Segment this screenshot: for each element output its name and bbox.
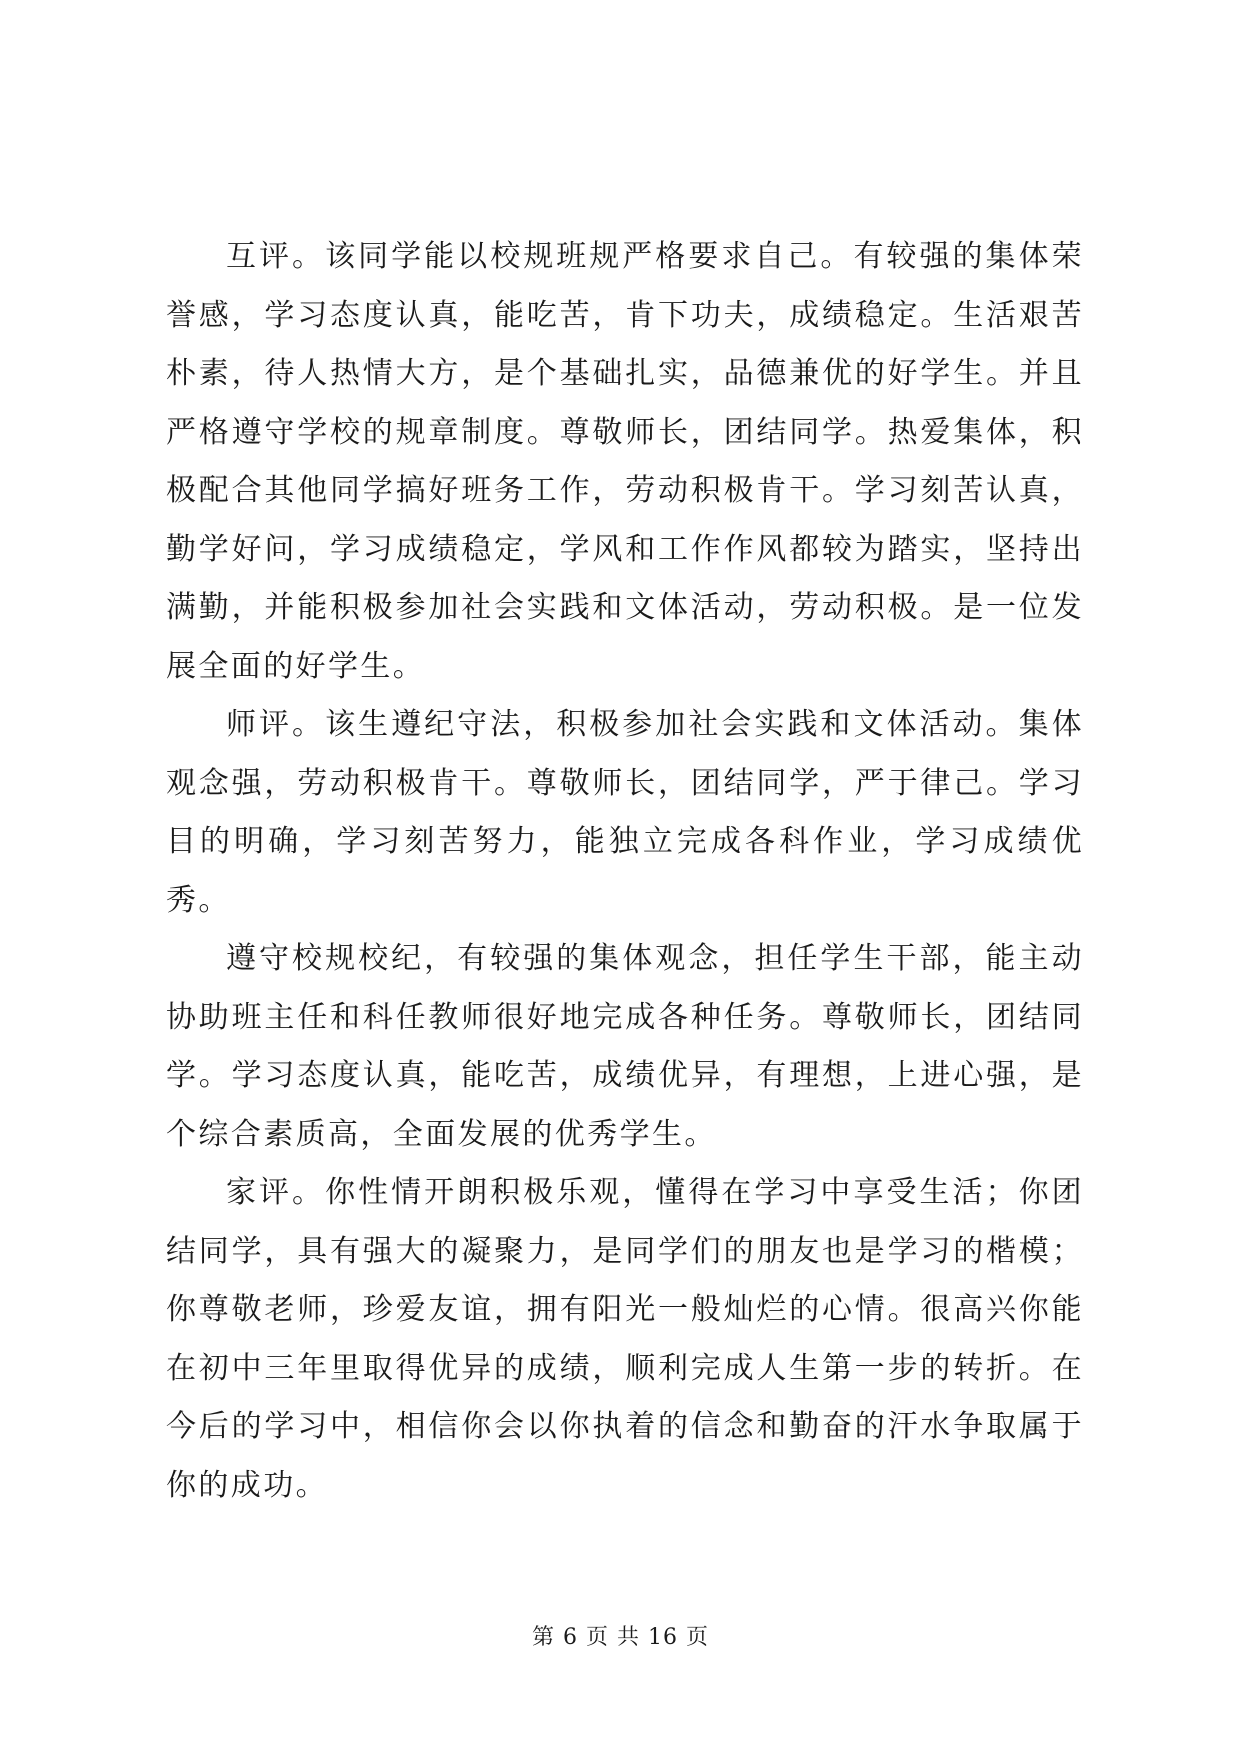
document-body (166, 228, 1084, 1515)
paragraph-general-review: 遵守校规校纪，有较强的集体观念，担任学生干部，能主动协助班主任和科任教师很好地完成各种任务。尊敬师长，团结同学。学习态度认真，能吃苦，成绩优异，有理想，上进心强，是个综合素质高，全面发展的优秀学生。 (166, 941, 1084, 1152)
paragraph-teacher-review: 师评。该生遵纪守法，积极参加社会实践和文体活动。集体观念强，劳动积极肯干。尊敬师长，团结同学，严于律己。学习目的明确，学习刻苦努力，能独立完成各科作业，学习成绩优秀。 (166, 707, 1084, 918)
paragraph-peer-review: 互评。该同学能以校规班规严格要求自己。有较强的集体荣誉感，学习态度认真，能吃苦，肯下功夫，成绩稳定。生活艰苦朴素，待人热情大方，是个基础扎实，品德兼优的好学生。并且严格遵守学校的规章制度。尊敬师长，团结同学。热爱集体，积极配合其他同学搞好班务工作，劳动积极肯干。学习刻苦认真，勤学好问，学习成绩稳定，学风和工作作风都较为踏实，坚持出满勤，并能积极参加社会实践和文体活动，劳动积极。是一位发展全面的好学生。 (166, 239, 1084, 684)
page-number-footer: 第 6 页 共 16 页 (532, 1625, 709, 1650)
paragraph-family-review: 家评。你性情开朗积极乐观，懂得在学习中享受生活；你团结同学，具有强大的凝聚力，是同学们的朋友也是学习的楷模；你尊敬老师，珍爱友谊，拥有阳光一般灿烂的心情。很高兴你能在初中三年里取得优异的成绩，顺利完成人生第一步的转折。在今后的学习中，相信你会以你执着的信念和勤奋的汗水争取属于你的成功。 (166, 1175, 1084, 1503)
